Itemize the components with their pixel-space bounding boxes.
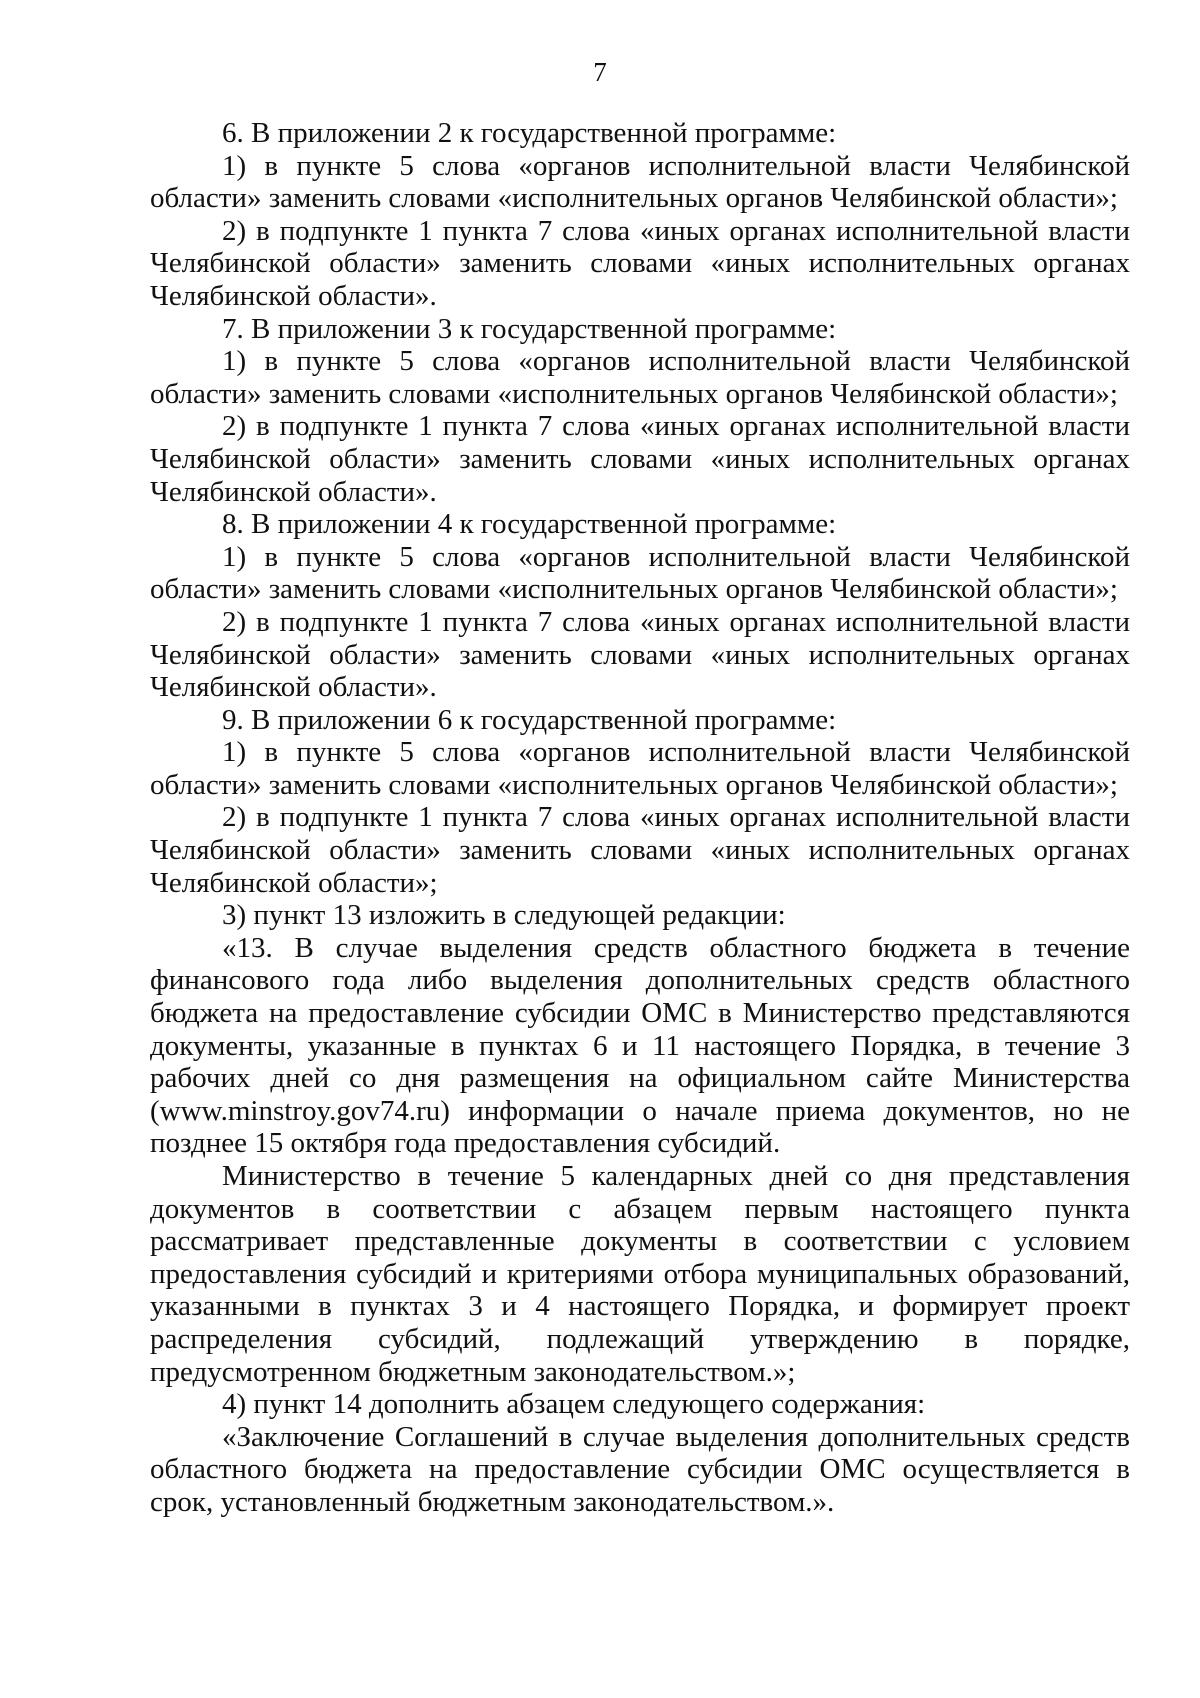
page-number: 7 — [593, 57, 607, 87]
section-7-heading: 7. В приложении 3 к государственной программе: — [222, 312, 837, 345]
section-6-item-2: 2) в подпункте 1 пункта 7 слова «иных органах исполнительной власти Челябинской области» заменить словами «иных исполнительных органах Челябинской области». — [150, 214, 1130, 312]
section-9-item-4: 4) пункт 14 дополнить абзацем следующего содержания: — [222, 1388, 926, 1421]
section-8-item-1: 1) в пункте 5 слова «органов исполнительной власти Челябинской области» заменить словами «исполнительных органов Челябинской области»; — [150, 540, 1130, 606]
section-9-item-2: 2) в подпункте 1 пункта 7 слова «иных органах исполнительной власти Челябинской области» заменить словами «иных исполнительных органах Челябинской области»; — [150, 801, 1130, 899]
section-6-item-1: 1) в пункте 5 слова «органов исполнительной власти Челябинской области» заменить словами «исполнительных органов Челябинской области»; — [150, 149, 1130, 215]
section-9-item-1: 1) в пункте 5 слова «органов исполнительной власти Челябинской области» заменить словами «исполнительных органов Челябинской области»; — [150, 736, 1130, 801]
clause-13-paragraph-2: Министерство в течение 5 календарных дней со дня представления документов в соответствии с абзацем первым настоящего пункта рассматривает представленные документы в соответствии с условием предоставления субсидий и критериями отбора муниципальных образований, указанными в пунктах 3 и 4 настоящего Порядка, и формирует проект распределения субсидий, подлежащий утверждению в порядке, предусмотренном бюджетным законодательством.»; — [150, 1160, 1130, 1388]
section-7-item-1: 1) в пункте 5 слова «органов исполнительной власти Челябинской области» заменить словами «исполнительных органов Челябинской области»; — [150, 345, 1130, 410]
section-7-item-2: 2) в подпункте 1 пункта 7 слова «иных органах исполнительной власти Челябинской области» заменить словами «иных исполнительных органах Челябинской области». — [150, 410, 1130, 508]
section-8-heading: 8. В приложении 4 к государственной программе: — [222, 508, 837, 541]
document-body — [150, 117, 1130, 1519]
clause-13-paragraph-1: «13. В случае выделения средств областного бюджета в течение финансового года либо выделения дополнительных средств областного бюджета на предоставление субсидии ОМС в Министерство представляются документы, указанные в пунктах 6 и 11 настоящего Порядка, в течение 3 рабочих дней со дня размещения на официальном сайте Министерства (www.minstroy.gov74.ru) информации о начале приема документов, но не позднее 15 октября года предоставления субсидий. — [150, 931, 1130, 1160]
clause-14-addition: «Заключение Соглашений в случае выделения дополнительных средств областного бюджета на предоставление субсидии ОМС осуществляется в срок, установленный бюджетным законодательством.». — [150, 1420, 1130, 1518]
section-6-heading: 6. В приложении 2 к государственной программе: — [222, 117, 837, 149]
section-8-item-2: 2) в подпункте 1 пункта 7 слова «иных органах исполнительной власти Челябинской области» заменить словами «иных исполнительных органах Челябинской области». — [150, 605, 1130, 704]
section-9-item-3: 3) пункт 13 изложить в следующей редакции: — [222, 899, 786, 932]
section-9-heading: 9. В приложении 6 к государственной программе: — [222, 703, 837, 736]
